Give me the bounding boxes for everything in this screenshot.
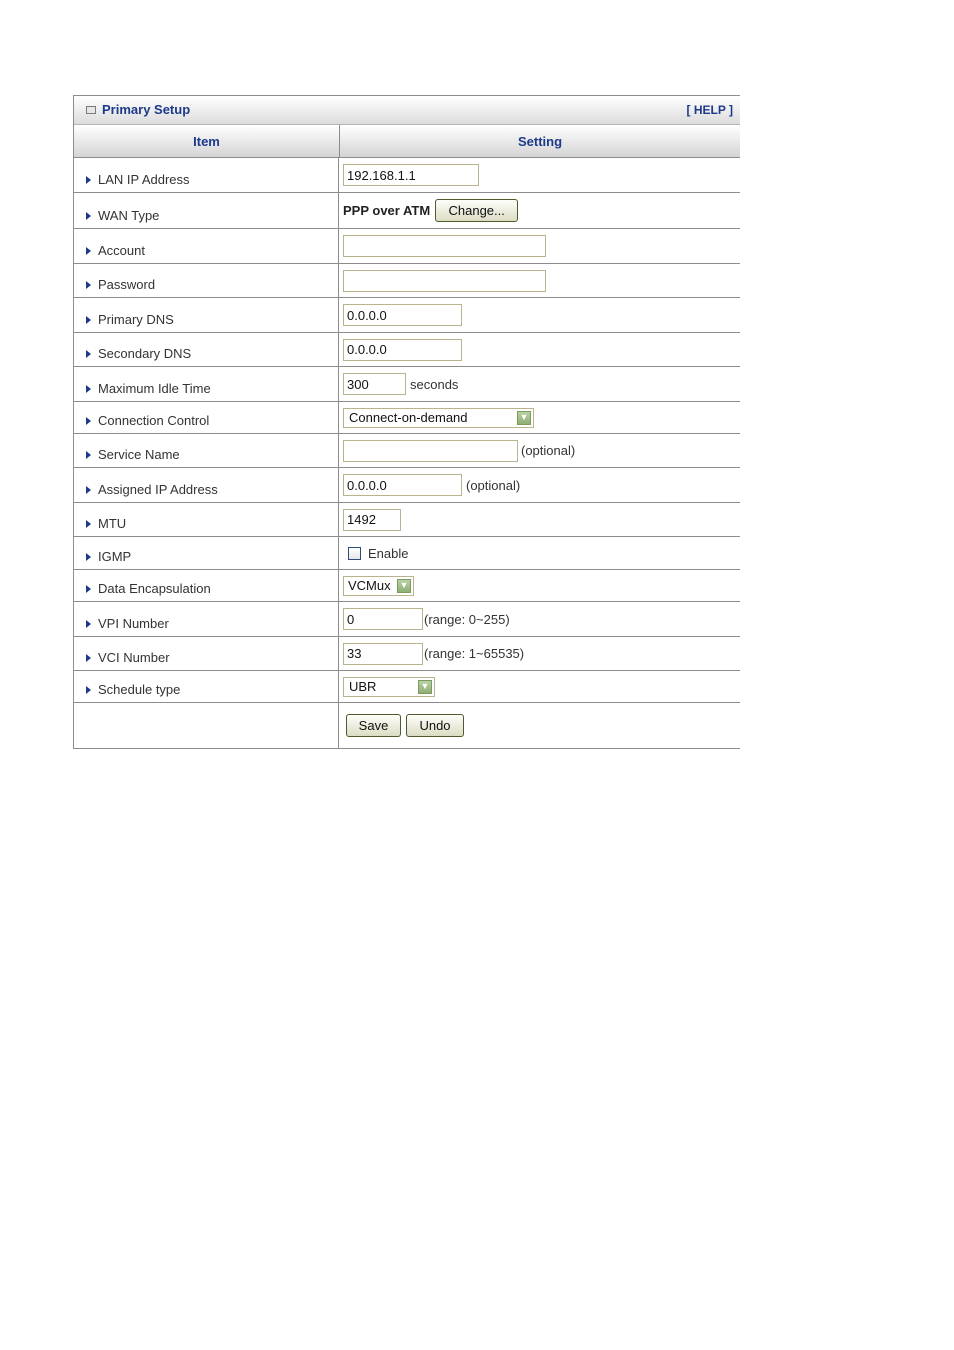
lan-ip-label: LAN IP Address [98, 172, 190, 187]
arrow-icon [86, 281, 91, 289]
arrow-icon [86, 520, 91, 528]
assigned-ip-note: (optional) [466, 477, 521, 493]
chevron-down-icon[interactable]: ▼ [517, 411, 531, 425]
wan-type-value: PPP over ATM [343, 203, 431, 218]
row-password [74, 264, 740, 298]
row-wan-type [74, 193, 740, 229]
password-label: Password [98, 277, 156, 292]
service-name-label: Service Name [98, 447, 180, 462]
secondary-dns-input[interactable] [343, 339, 462, 361]
arrow-icon [86, 417, 91, 425]
account-input[interactable] [343, 235, 546, 257]
row-igmp [74, 537, 740, 570]
row-max-idle [74, 367, 740, 402]
primary-dns-input[interactable] [343, 304, 462, 326]
schedule-type-select[interactable] [343, 677, 435, 697]
data-encapsulation-select[interactable] [343, 576, 414, 596]
connection-control-select[interactable] [343, 408, 534, 428]
arrow-icon [86, 212, 91, 220]
panel-title-bar [74, 95, 740, 125]
row-connection-control [74, 402, 740, 434]
arrow-icon [86, 247, 91, 255]
row-vpi [74, 602, 740, 637]
max-idle-label: Maximum Idle Time [98, 381, 211, 396]
help-link[interactable]: [ HELP ] [686, 103, 733, 117]
assigned-ip-label: Assigned IP Address [98, 482, 218, 497]
arrow-icon [86, 620, 91, 628]
row-account [74, 229, 740, 264]
chevron-down-icon[interactable]: ▼ [418, 680, 432, 694]
igmp-enable-label: Enable [368, 545, 409, 561]
arrow-icon [86, 451, 91, 459]
arrow-icon [86, 486, 91, 494]
change-button[interactable]: Change... [435, 199, 518, 222]
row-secondary-dns [74, 333, 740, 367]
primary-setup-panel [73, 95, 740, 749]
arrow-icon [86, 686, 91, 694]
row-vci [74, 637, 740, 671]
row-lan-ip [74, 158, 740, 193]
vpi-note: (range: 0~255) [424, 611, 510, 627]
connection-control-label: Connection Control [98, 413, 210, 428]
primary-dns-label: Primary DNS [98, 312, 174, 327]
arrow-icon [86, 553, 91, 561]
assigned-ip-input[interactable] [343, 474, 462, 496]
max-idle-unit: seconds [410, 376, 459, 392]
row-assigned-ip [74, 468, 740, 503]
row-schedule-type [74, 671, 740, 703]
column-header [74, 125, 740, 158]
row-mtu [74, 503, 740, 537]
vpi-input[interactable] [343, 608, 423, 630]
square-icon [86, 106, 96, 114]
max-idle-input[interactable] [343, 373, 406, 395]
mtu-label: MTU [98, 516, 127, 531]
service-name-note: (optional) [521, 443, 576, 458]
undo-button[interactable]: Undo [406, 714, 464, 737]
arrow-icon [86, 654, 91, 662]
row-primary-dns [74, 298, 740, 333]
arrow-icon [86, 585, 91, 593]
data-encapsulation-value: VCMux [348, 578, 391, 593]
vpi-label: VPI Number [98, 616, 169, 631]
igmp-enable-checkbox[interactable] [348, 547, 361, 560]
service-name-input[interactable] [343, 440, 518, 462]
schedule-type-label: Schedule type [98, 682, 181, 697]
igmp-label: IGMP [98, 549, 132, 564]
wan-type-label: WAN Type [98, 208, 160, 223]
row-service-name [74, 434, 740, 468]
lan-ip-input[interactable] [343, 164, 479, 186]
column-header-setting: Setting [517, 133, 563, 149]
save-button[interactable]: Save [346, 714, 401, 737]
chevron-down-icon[interactable]: ▼ [397, 579, 411, 593]
account-label: Account [98, 243, 145, 258]
column-header-item: Item [74, 125, 340, 157]
arrow-icon [86, 176, 91, 184]
panel-title: Primary Setup [102, 102, 191, 117]
schedule-type-value: UBR [349, 679, 377, 694]
row-data-encapsulation [74, 570, 740, 602]
vci-label: VCI Number [98, 650, 170, 665]
arrow-icon [86, 316, 91, 324]
mtu-input[interactable] [343, 509, 401, 531]
password-input[interactable] [343, 270, 546, 292]
action-row [74, 703, 740, 748]
vci-note: (range: 1~65535) [424, 646, 525, 661]
arrow-icon [86, 350, 91, 358]
connection-control-value: Connect-on-demand [349, 410, 468, 425]
secondary-dns-label: Secondary DNS [98, 346, 192, 361]
vci-input[interactable] [343, 643, 423, 665]
data-encapsulation-label: Data Encapsulation [98, 581, 211, 596]
arrow-icon [86, 385, 91, 393]
